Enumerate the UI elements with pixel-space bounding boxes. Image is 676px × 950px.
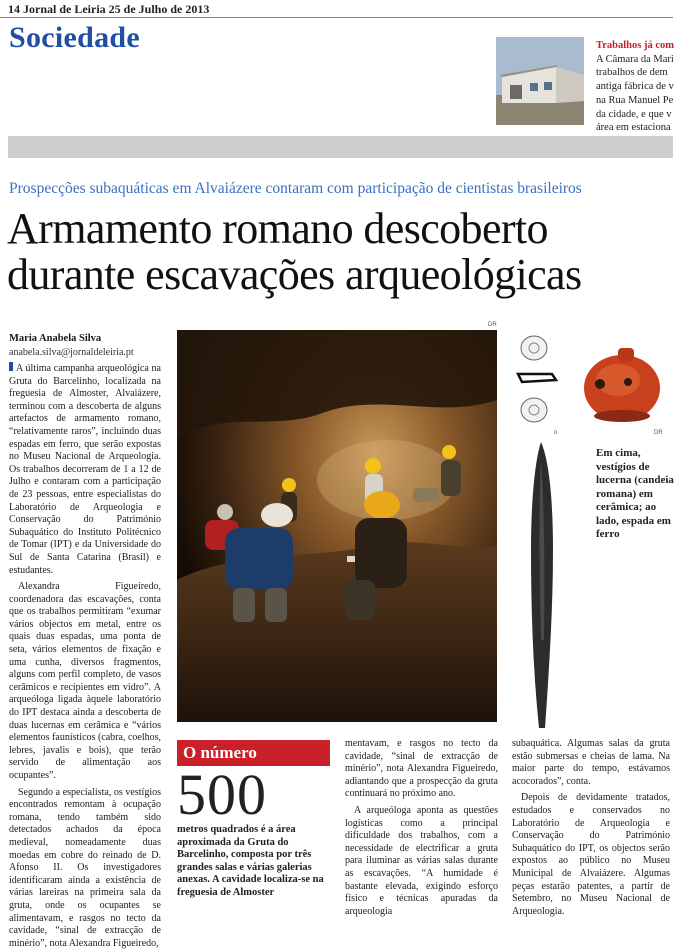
lucerna-drawing-icon (512, 330, 572, 440)
article-column-1 (9, 362, 161, 949)
byline-author: Maria Anabela Silva (9, 333, 102, 344)
number-box-value: 500 (177, 762, 267, 827)
teaser-kicker: Trabalhos já com (596, 40, 674, 51)
ad-band (8, 136, 673, 158)
article-paragraph: mentavam, e rasgos no tecto da cavidade, “sinal de extracção de minério”, nota Alexandra Figueiredo, adiantando que a prospecção da gruta continuará no próximo ano. (345, 738, 498, 800)
article-kicker: Prospecções subaquáticas em Alvaiázere contaram com participação de cientistas brasileiros (9, 180, 582, 197)
teaser-line: A Câmara da Mari (596, 53, 674, 65)
page-folio: 14 Jornal de Leiria 25 de Julho de 2013 (8, 2, 210, 16)
number-box-label: O número (177, 740, 330, 766)
section-title: Sociedade (9, 21, 141, 54)
header-rule (0, 17, 673, 18)
article-paragraph: A arqueóloga aponta as questões logísticas como a principal dificuldade dos trabalhos, com a necessidade de electrificar a gruta para iluminar as várias salas durante as escavações. “A humidade é bastante elevada, exigindo esforço físico e técnicas apuradas da arqueologia (345, 804, 498, 917)
sketch-scale-mark: o (554, 430, 558, 436)
teaser-building-image (496, 37, 584, 125)
teaser-line: na Rua Manuel Pe (596, 94, 674, 106)
photo-caption: Em cima, vestígios de lucerna (candeia romana) em cerâmica; ao lado, espada em ferro (596, 447, 674, 540)
photo-credit: DR (488, 322, 497, 328)
iron-sword-photo[interactable] (519, 440, 567, 730)
headline-line: durante escavações arqueológicas (7, 250, 582, 299)
teaser-line: da cidade, e que v (596, 108, 672, 120)
headline-line: Armamento romano descoberto (7, 204, 548, 253)
number-box-description: metros quadrados é a área aproximada da Gruta do Barcelinho, composta por três grandes salas e várias galerias anexas. A cavidade localiza-se na freguesia de Almoster (177, 824, 324, 898)
article-paragraph: Alexandra Figueiredo, coordenadora das escavações, conta que os trabalhos permitiram “exumar vários objectos em metal, entre os quais duas espadas, uma ponta de seta, vários elementos de fixação e uma cunha, diversos fragmentos, alguns com perfil completo, de vasos cerâmicos e recipientes em vidro”. A arqueóloga ligada àquele laboratório do IPT destaca ainda a descoberta de duas lucernas em cerâmica e “vários elementos faunísticos (cabra, coelhos, lebres, javalis e bois), que terão servido de alimentação aos ocupantes”. (9, 581, 161, 781)
article-paragraph: Segundo a especialista, os vestígios encontrados remontam à ocupação romana, tendo também sido detectados achados da época medieval, nomeadamente duas moedas em cobre do reinado de D. Afonso II. Os investigadores identificaram ainda a existência de várias lareiras na primeira sala da gruta, onde os ocupantes se alimentavam, e rasgos no tecto da cavidade, “sinal de extracção de minério”, nota Alexandra Figueiredo, (9, 786, 161, 949)
photo-credit: DR (654, 430, 663, 436)
lucerna-photo[interactable] (578, 330, 668, 440)
article-column-3 (345, 738, 498, 917)
teaser-line: área em estaciona (596, 122, 671, 134)
article-headline (7, 206, 672, 298)
teaser-text[interactable] (596, 39, 676, 135)
byline-email[interactable]: anabela.silva@jornaldeleiria.pt (9, 347, 134, 358)
ceramic-lamp-image (578, 330, 668, 440)
teaser-line: antiga fábrica de v (596, 81, 674, 93)
cave-excavation-image (177, 330, 497, 722)
article-paragraph: subaquática. Algumas salas da gruta estão submersas e cheias de lama. Na maior parte do tempo, estávamos acocorados”, conta. (512, 738, 670, 787)
teaser-photo[interactable] (496, 37, 584, 125)
article-column-4 (512, 738, 670, 917)
article-paragraph: Depois de devidamente tratados, estudados e conservados no Laboratório de Arqueologia e Conservação do Património Subaquático do IPT, os objectos serão expostos ao público no Museu Municipal de Alvaiázere. Algumas peças estarão patentes, a partir de Setembro, no Museu Nacional de Arqueologia. (512, 792, 670, 917)
cave-excavation-photo[interactable] (177, 330, 497, 722)
teaser-line: trabalhos de dem (596, 67, 668, 79)
lucerna-drawings[interactable] (512, 330, 572, 440)
article-paragraph: A última campanha arqueológica na Gruta do Barcelinho, localizada na freguesia de Almoster, Alvaiázere, terminou com a descoberta de alguns artefactos de armamento romano, “relativamente raros”, incluindo duas espadas em ferro, que serão expostas no Museu Nacional de Arqueologia. Os trabalhos decorreram de 1 a 12 de Julho e contaram com a participação de 23 pessoas, entre especialistas do Laboratório de Arqueologia e Conservação do Património Subaquático do Instituto Politécnico de Tomar (IPT) e da Universidade do Sul de Santa Catarina (Brasil) e estudantes. (9, 363, 161, 576)
iron-sword-image (519, 440, 567, 730)
